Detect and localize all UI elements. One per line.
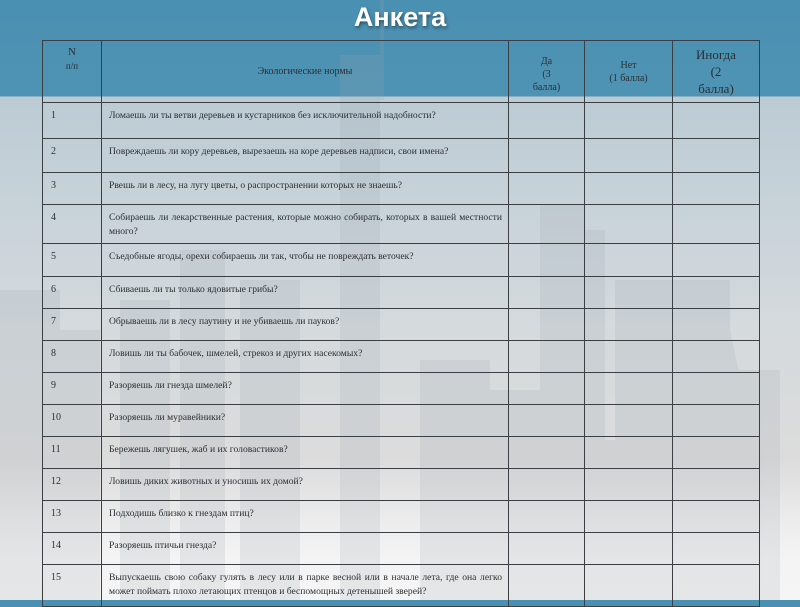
answer-no-cell[interactable] bbox=[585, 437, 673, 469]
answer-yes-cell[interactable] bbox=[509, 205, 585, 244]
answer-yes-cell[interactable] bbox=[509, 501, 585, 533]
answer-yes-cell[interactable] bbox=[509, 277, 585, 309]
answer-sometimes-cell[interactable] bbox=[673, 103, 760, 139]
answer-no-cell[interactable] bbox=[585, 533, 673, 565]
row-number: 13 bbox=[43, 501, 102, 533]
header-sometimes-points-1: (2 bbox=[710, 64, 722, 79]
row-question: Ломаешь ли ты ветви деревьев и кустарников без исключительной надобности? bbox=[102, 103, 509, 139]
row-question: Обрываешь ли в лесу паутину и не убиваешь ли пауков? bbox=[102, 309, 509, 341]
row-number: 12 bbox=[43, 469, 102, 501]
answer-sometimes-cell[interactable] bbox=[673, 309, 760, 341]
row-question: Ловишь диких животных и уносишь их домой? bbox=[102, 469, 509, 501]
answer-no-cell[interactable] bbox=[585, 244, 673, 277]
table-row bbox=[43, 139, 760, 173]
answer-no-cell[interactable] bbox=[585, 277, 673, 309]
header-yes bbox=[509, 41, 585, 103]
answer-yes-cell[interactable] bbox=[509, 469, 585, 501]
answer-sometimes-cell[interactable] bbox=[673, 405, 760, 437]
answer-no-cell[interactable] bbox=[585, 139, 673, 173]
row-number: 4 bbox=[43, 205, 102, 244]
answer-no-cell[interactable] bbox=[585, 205, 673, 244]
row-number: 10 bbox=[43, 405, 102, 437]
answer-yes-cell[interactable] bbox=[509, 437, 585, 469]
table-row bbox=[43, 103, 760, 139]
row-question: Повреждаешь ли кору деревьев, вырезаешь на коре деревьев надписи, свои имена? bbox=[102, 139, 509, 173]
header-yes-label: Да bbox=[540, 56, 553, 67]
row-question: Сбиваешь ли ты только ядовитые грибы? bbox=[102, 277, 509, 309]
answer-no-cell[interactable] bbox=[585, 501, 673, 533]
row-number: 8 bbox=[43, 341, 102, 373]
answer-sometimes-cell[interactable] bbox=[673, 565, 760, 607]
header-yes-points-2: балла) bbox=[532, 82, 561, 93]
answer-yes-cell[interactable] bbox=[509, 173, 585, 205]
answer-sometimes-cell[interactable] bbox=[673, 244, 760, 277]
table-row bbox=[43, 437, 760, 469]
answer-no-cell[interactable] bbox=[585, 173, 673, 205]
answer-sometimes-cell[interactable] bbox=[673, 437, 760, 469]
row-question: Выпускаешь свою собаку гулять в лесу или в парке весной или в начале лета, где она легко может поймать плохо летающих птенцов и беспомощных детенышей зверей? bbox=[102, 565, 509, 607]
answer-yes-cell[interactable] bbox=[509, 405, 585, 437]
answer-yes-cell[interactable] bbox=[509, 103, 585, 139]
answer-sometimes-cell[interactable] bbox=[673, 501, 760, 533]
table-row bbox=[43, 373, 760, 405]
answer-sometimes-cell[interactable] bbox=[673, 205, 760, 244]
answer-yes-cell[interactable] bbox=[509, 309, 585, 341]
header-no-points: (1 балла) bbox=[609, 72, 648, 84]
answer-no-cell[interactable] bbox=[585, 103, 673, 139]
row-question: Разоряешь ли гнезда шмелей? bbox=[102, 373, 509, 405]
answer-sometimes-cell[interactable] bbox=[673, 373, 760, 405]
answer-no-cell[interactable] bbox=[585, 405, 673, 437]
header-sometimes-label: Иногда bbox=[696, 47, 736, 62]
answer-sometimes-cell[interactable] bbox=[673, 341, 760, 373]
table-row bbox=[43, 533, 760, 565]
page-title: Анкета bbox=[353, 2, 447, 32]
answer-no-cell[interactable] bbox=[585, 469, 673, 501]
row-question: Бережешь лягушек, жаб и их головастиков? bbox=[102, 437, 509, 469]
row-number: 15 bbox=[43, 565, 102, 607]
answer-sometimes-cell[interactable] bbox=[673, 173, 760, 205]
row-question: Ловишь ли ты бабочек, шмелей, стрекоз и других насекомых? bbox=[102, 341, 509, 373]
row-number: 7 bbox=[43, 309, 102, 341]
row-number: 2 bbox=[43, 139, 102, 173]
table-row bbox=[43, 501, 760, 533]
answer-no-cell[interactable] bbox=[585, 309, 673, 341]
table-row bbox=[43, 173, 760, 205]
row-number: 14 bbox=[43, 533, 102, 565]
survey-table bbox=[42, 40, 760, 607]
answer-yes-cell[interactable] bbox=[509, 373, 585, 405]
answer-yes-cell[interactable] bbox=[509, 533, 585, 565]
row-number: 3 bbox=[43, 173, 102, 205]
row-number: 5 bbox=[43, 244, 102, 277]
header-number bbox=[43, 41, 102, 103]
answer-yes-cell[interactable] bbox=[509, 565, 585, 607]
answer-sometimes-cell[interactable] bbox=[673, 139, 760, 173]
row-question: Разоряешь птичьи гнезда? bbox=[102, 533, 509, 565]
survey-body bbox=[43, 103, 760, 607]
header-number-sub: п/п bbox=[65, 61, 79, 71]
table-row bbox=[43, 565, 760, 607]
table-row bbox=[43, 205, 760, 244]
answer-yes-cell[interactable] bbox=[509, 341, 585, 373]
answer-sometimes-cell[interactable] bbox=[673, 533, 760, 565]
table-header-row bbox=[43, 41, 760, 103]
header-sometimes-points-2: балла) bbox=[698, 81, 734, 96]
table-row bbox=[43, 341, 760, 373]
header-sometimes bbox=[673, 41, 760, 103]
answer-no-cell[interactable] bbox=[585, 341, 673, 373]
answer-yes-cell[interactable] bbox=[509, 244, 585, 277]
header-no-label: Нет bbox=[620, 59, 637, 71]
answer-no-cell[interactable] bbox=[585, 373, 673, 405]
row-question: Разоряешь ли муравейники? bbox=[102, 405, 509, 437]
header-norms: Экологические нормы bbox=[102, 41, 509, 103]
table-row bbox=[43, 309, 760, 341]
table-row bbox=[43, 244, 760, 277]
answer-no-cell[interactable] bbox=[585, 565, 673, 607]
header-no bbox=[585, 41, 673, 103]
table-row bbox=[43, 277, 760, 309]
answer-sometimes-cell[interactable] bbox=[673, 469, 760, 501]
answer-yes-cell[interactable] bbox=[509, 139, 585, 173]
header-number-label: N bbox=[68, 46, 76, 58]
answer-sometimes-cell[interactable] bbox=[673, 277, 760, 309]
row-number: 1 bbox=[43, 103, 102, 139]
table-row bbox=[43, 405, 760, 437]
row-number: 11 bbox=[43, 437, 102, 469]
row-number: 9 bbox=[43, 373, 102, 405]
row-question: Съедобные ягоды, орехи собираешь ли так, чтобы не повреждать веточек? bbox=[102, 244, 509, 277]
header-yes-points-1: (3 bbox=[542, 69, 551, 80]
row-question: Подходишь близко к гнездам птиц? bbox=[102, 501, 509, 533]
row-question: Собираешь ли лекарственные растения, которые можно собирать, которых в вашей местности много? bbox=[102, 205, 509, 244]
row-question: Рвешь ли в лесу, на лугу цветы, о распространении которых не знаешь? bbox=[102, 173, 509, 205]
table-row bbox=[43, 469, 760, 501]
row-number: 6 bbox=[43, 277, 102, 309]
